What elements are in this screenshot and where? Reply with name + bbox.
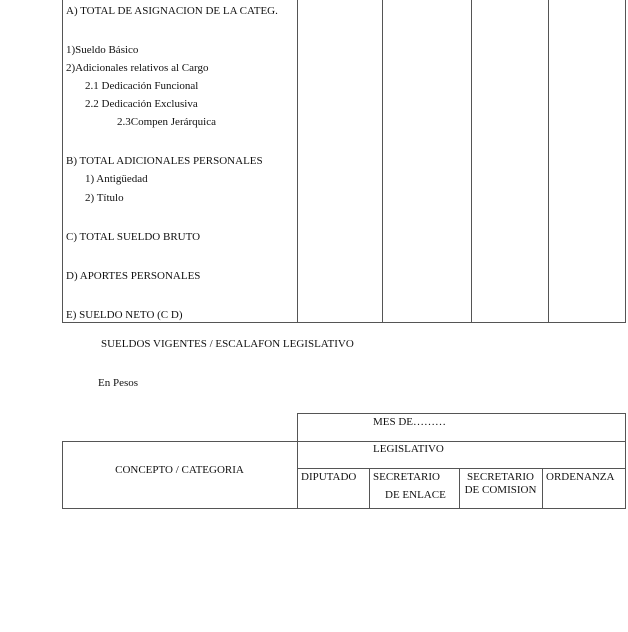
row-sueldo-neto: E) SUELDO NETO (C D) [66, 309, 183, 321]
row-total-asignacion: A) TOTAL DE ASIGNACION DE LA CATEG. [66, 5, 278, 17]
table1-bottom-border [62, 322, 626, 323]
legislativo-label: LEGISLATIVO [373, 443, 444, 455]
row-total-adicionales-personales: B) TOTAL ADICIONALES PERSONALES [66, 155, 263, 167]
table2-col-divider-3 [542, 468, 543, 508]
table1-right-border [625, 0, 626, 322]
currency-note: En Pesos [98, 377, 139, 389]
table1-left-border [62, 0, 63, 322]
table1-col-divider-4 [548, 0, 549, 322]
table1-col-divider-2 [382, 0, 383, 322]
concepto-categoria-label: CONCEPTO / CATEGORIA [115, 464, 244, 476]
table2-top-border [297, 413, 626, 414]
table2-bottom-border [62, 508, 626, 509]
row-compen-jerarquica: 2.3Compen Jerárquica [117, 116, 216, 128]
table2-row-divider-2 [297, 468, 626, 469]
table1-col-divider-1 [297, 0, 298, 322]
row-aportes-personales: D) APORTES PERSONALES [66, 270, 201, 282]
col-secretario-comision-line2: DE COMISION [464, 484, 537, 496]
col-ordenanza: ORDENANZA [546, 471, 615, 483]
col-secretario-comision-line1: SECRETARIO [467, 471, 534, 483]
row-sueldo-basico: 1)Sueldo Básico [66, 44, 139, 56]
row-titulo: 2) Título [85, 192, 124, 204]
row-dedicacion-funcional: 2.1 Dedicación Funcional [85, 80, 199, 92]
table2-right-border [625, 413, 626, 508]
col-secretario-enlace-line2: DE ENLACE [385, 489, 446, 501]
mes-de-label: MES DE……… [373, 416, 447, 428]
col-diputado: DIPUTADO [301, 471, 357, 483]
row-antiguedad: 1) Antigüedad [85, 173, 148, 185]
table2-concepto-divider [297, 413, 298, 508]
row-total-sueldo-bruto: C) TOTAL SUELDO BRUTO [66, 231, 201, 243]
row-dedicacion-exclusiva: 2.2 Dedicación Exclusiva [85, 98, 198, 110]
table2-row-divider-1 [62, 441, 626, 442]
col-secretario-enlace-line1: SECRETARIO [373, 471, 440, 483]
section-heading: SUELDOS VIGENTES / ESCALAFON LEGISLATIVO [101, 338, 354, 350]
table1-col-divider-3 [471, 0, 472, 322]
row-adicionales-cargo: 2)Adicionales relativos al Cargo [66, 62, 209, 74]
table2-col-divider-1 [369, 468, 370, 508]
